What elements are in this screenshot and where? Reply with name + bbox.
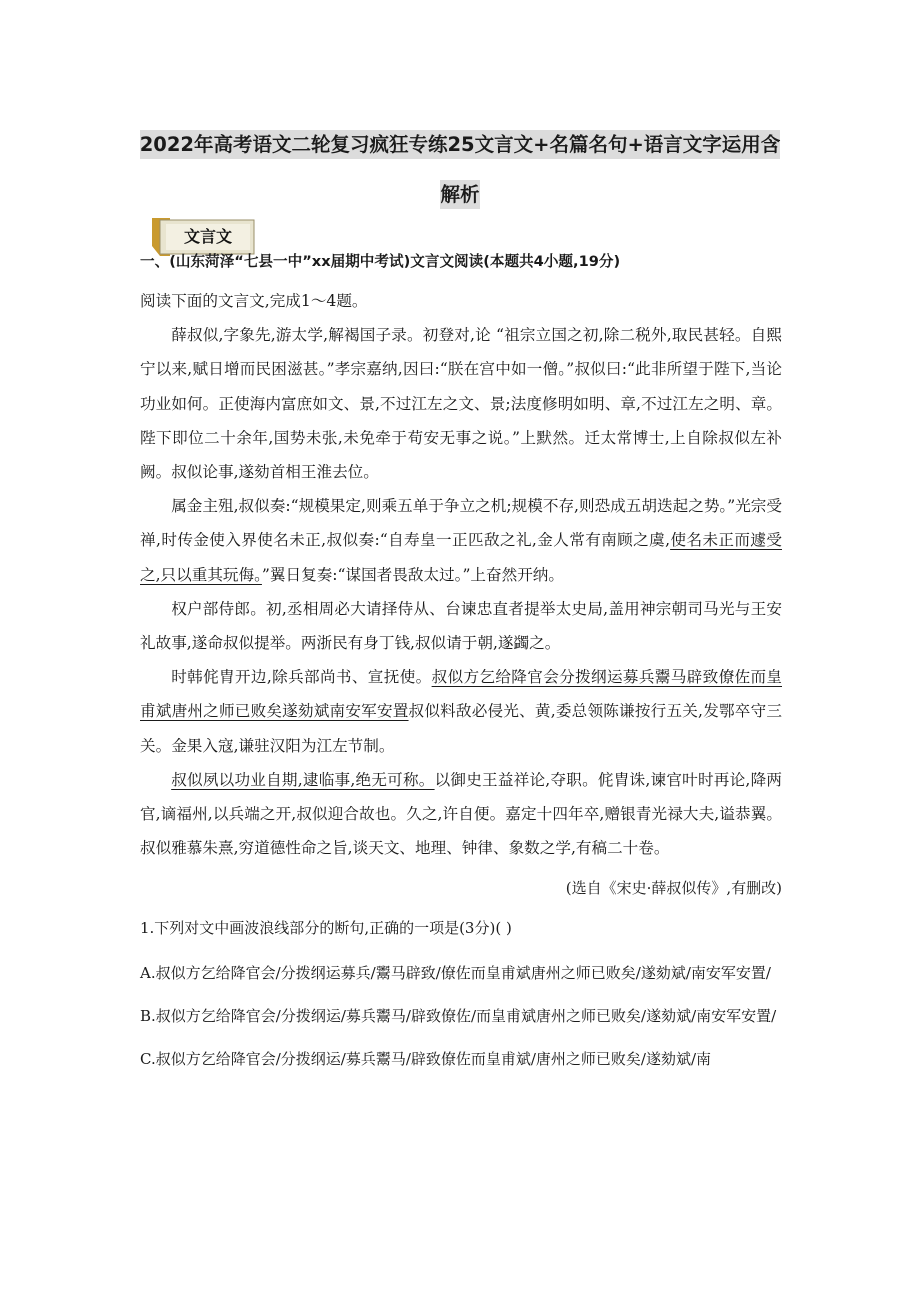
passage-paragraph-2 <box>140 489 782 592</box>
question-heading: 一、(山东菏泽“七县一中”xx届期中考试)文言文阅读(本题共4小题,19分) <box>140 253 621 270</box>
document-body <box>140 248 782 1084</box>
passage-paragraph-5 <box>140 763 782 866</box>
p2-text-b: ”翼日复奏:“谋国者畏敌太过。”上奋然开纳。 <box>261 565 564 584</box>
p5-underlined: 叔似夙以功业自期,逮临事,绝无可称。 <box>171 770 435 789</box>
document-title-line2: 解析 <box>440 180 479 209</box>
passage-paragraph-1: 薛叔似,字象先,游太学,解褐国子录。初登对,论 “祖宗立国之初,除二税外,取民甚轻。自熙宁以来,赋日增而民困滋甚。”孝宗嘉纳,因曰:“朕在宫中如一僧。”叔似曰:“此非所望于陛下,当论功业如何。正使海内富庶如文、景,不过江左之文、景;法度修明如明、章,不过江左之明、章。陛下即位二十余年,国势未张,未免牵于苟安无事之说。”上默然。迁太常博士,上自除叔似左补阙。叔似论事,遂劾首相王淮去位。 <box>140 326 782 482</box>
p2-underlined: 使名未正而遽受之,只以重其玩侮。 <box>140 531 782 584</box>
option-b: B.叔似方乞给降官会/分拨纲运/募兵鬻马/辟致僚佐/而皇甫斌唐州之师已败矣/遂劾斌/南安军安置/ <box>140 1007 777 1026</box>
passage-paragraph-3: 权户部侍郎。初,丞相周必大请择侍从、台谏忠直者提举太史局,盖用神宗朝司马光与王安礼故事,遂命叔似提举。两浙民有身丁钱,叔似请于朝,遂蠲之。 <box>140 599 782 653</box>
option-c: C.叔似方乞给降官会/分拨纲运/募兵鬻马/辟致僚佐而皇甫斌/唐州之师已败矣/遂劾斌/南 <box>140 1050 712 1069</box>
option-a: A.叔似方乞给降官会/分拨纲运募兵/鬻马辟致/僚佐而皇甫斌唐州之师已败矣/遂劾斌/南安军安置/ <box>140 964 771 983</box>
passage-source: (选自《宋史·薛叔似传》,有删改) <box>565 879 782 898</box>
document-title <box>130 120 790 220</box>
instruction: 阅读下面的文言文,完成1～4题。 <box>140 292 368 310</box>
p4-text-b: 叔似料敌必侵光、黄,委总领陈谦按行五关,发鄂卒守三关。金果入寇,谦驻汉阳为江左节制。 <box>140 702 782 755</box>
passage-paragraph-4 <box>140 660 782 763</box>
p5-text-b: 以御史王益祥论,夺职。侂胄诛,谏官叶时再论,降两官,谪福州,以兵端之开,叔似迎合故也。久之,许自便。嘉定十四年卒,赠银青光禄大夫,谥恭翼。叔似雅慕朱熹,穷道德性命之旨,谈天文、地理、钟律、象数之学,有稿二十卷。 <box>140 770 782 858</box>
p2-text-a: 属金主殂,叔似奏:“规模果定,则乘五单于争立之机;规模不存,则恐成五胡迭起之势。”光宗受禅,时传金使入界使名未正,叔似奏:“自寿皇一正匹敌之礼,金人常有南顾之虞, <box>140 497 782 550</box>
document-title-line1: 2022年高考语文二轮复习疯狂专练25文言文+名篇名句+语言文字运用含 <box>140 130 781 159</box>
section-tag-label: 文言文 <box>183 227 232 246</box>
p4-underlined: 叔似方乞给降官会分拨纲运募兵鬻马辟致僚佐而皇甫斌唐州之师已败矣遂劾斌南安军安置 <box>140 668 782 721</box>
question-1: 1.下列对文中画波浪线部分的断句,正确的一项是(3分)( ) <box>140 919 512 938</box>
p4-text-a: 时韩侂胄开边,除兵部尚书、宣抚使。 <box>171 668 432 687</box>
